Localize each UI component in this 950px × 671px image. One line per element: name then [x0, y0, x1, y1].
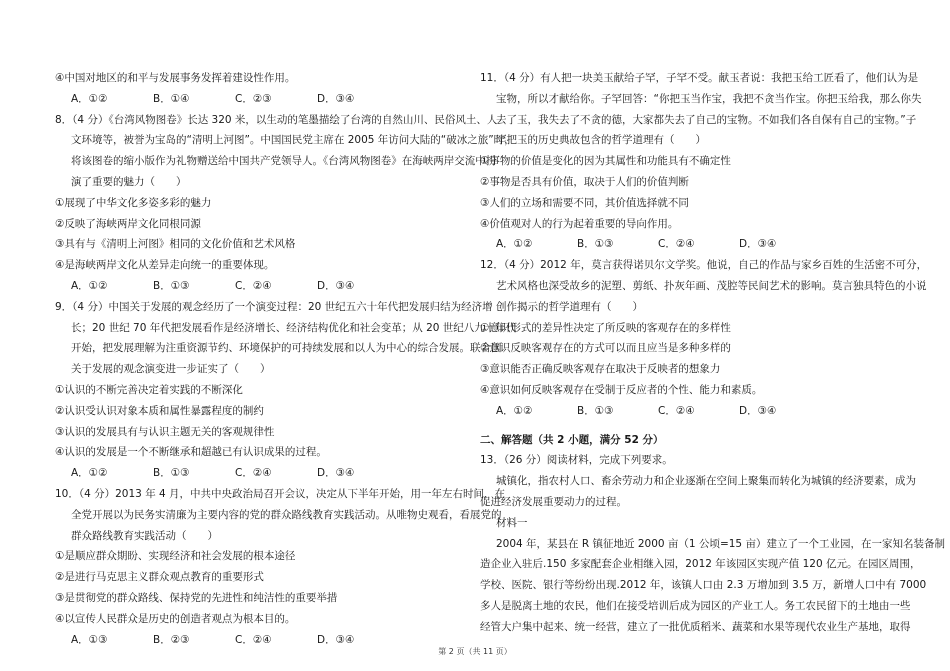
text-line: ②意识反映客观存在的方式可以而且应当是多种多样的 — [480, 342, 731, 355]
answer-option: A．①② — [71, 92, 108, 105]
answer-option: B．①③ — [153, 279, 190, 292]
text-line: 将该图卷的缩小版作为礼物赠送给中国共产党领导人。《台湾风物图卷》在海峡两岸交流中扮 — [71, 155, 497, 168]
text-line: ②事物是否具有价值，取决于人们的价值判断 — [480, 175, 689, 188]
text-line: ①展现了中华文化多姿多彩的魅力 — [55, 196, 212, 209]
text-line: ④中国对地区的和平与发展事务发挥着建设性作用。 — [55, 72, 296, 84]
text-line: 城镇化，指农村人口、畜余劳动力和企业逐渐在空间上聚集而转化为城镇的经济要素，成为 — [496, 475, 916, 488]
answer-option: A．①③ — [71, 633, 108, 646]
answer-option: B．①③ — [577, 404, 614, 417]
text-line: ②反映了海峡两岸文化同根同源 — [55, 217, 201, 230]
text-line: 罕把玉的历史典故包含的哲学道理有（ ） — [496, 134, 706, 147]
text-line: ③是贯彻党的群众路线、保持党的先进性和纯洁性的重要举措 — [55, 591, 338, 604]
text-line: ②认识受认识对象本质和属性暴露程度的制约 — [55, 404, 264, 417]
answer-option: B．②③ — [153, 633, 190, 646]
answer-choices — [480, 234, 882, 255]
text-line: 创作揭示的哲学道理有（ ） — [496, 300, 643, 313]
text-line: 宝物，所以才献给你。子罕回答：“你把玉当作宝，我把不贪当作宝。你把玉给我，那么你失 — [496, 92, 922, 105]
answer-option: D．③④ — [739, 238, 777, 251]
text-line: 学校、医院、银行等纷纷出现.2012 年，该镇人口由 2.3 万增加到 3.5 万，新增人口中有 7000 — [480, 579, 927, 592]
text-line: 造企业入驻后.150 多家配套企业相继入园，2012 年该园区实现产值 120 亿元。在园区周围， — [480, 558, 921, 571]
text-line: 13．（26 分）阅读材料，完成下列要求。 — [480, 454, 673, 467]
right-column — [480, 68, 945, 638]
text-line: 文环境等，被誉为宝岛的“清明上河图”。中国国民党主席在 2005 年访问大陆的“破冰之旅”时， — [71, 134, 515, 147]
text-line: 开始，把发展理解为注重资源节约、环境保护的可持续发展和以人为中心的综合发展。联合国 — [71, 342, 502, 355]
answer-option: B．①③ — [577, 238, 614, 251]
answer-option: D．③④ — [317, 92, 355, 105]
answer-option: A．①② — [71, 279, 108, 292]
text-line: 2004 年，某县在 R 镇征地近 2000 亩（1 公顷=15 亩）建立了一个工业园，在一家知名装备制 — [496, 537, 945, 550]
answer-option: B．①④ — [153, 92, 190, 105]
answer-choices — [55, 276, 453, 297]
text-line: 长；20 世纪 70 年代把发展看作是经济增长、经济结构优化和社会变革；从 20 世纪八九十年代 — [71, 321, 517, 334]
text-line: ④认识的发展是一个不断继承和超越已有认识成果的过程。 — [55, 446, 327, 459]
answer-choices — [55, 463, 453, 484]
text-line: 艺术风格也深受故乡的泥塑、剪纸、扑灰年画、茂腔等民间艺术的影响。莫言独具特色的小说 — [496, 279, 927, 292]
answer-option: A．①② — [496, 238, 533, 251]
text-line: ③具有与《清明上河图》相同的文化价值和艺术风格 — [55, 238, 296, 251]
answer-option: D．③④ — [739, 404, 777, 417]
text-line: 群众路线教育实践活动（ ） — [71, 529, 218, 542]
text-line: ④以宣传人民群众是历史的创造者观点为根本目的。 — [55, 612, 296, 625]
text-line: ④意识如何反映客观存在受制于反应者的个性、能力和素质。 — [480, 383, 763, 396]
answer-option: B．①③ — [153, 467, 190, 480]
answer-option: A．①② — [71, 467, 108, 480]
text-line: 11．（4 分）有人把一块美玉献给子罕，子罕不受。献玉者说：我把玉给工匠看了，他们认为是 — [480, 72, 919, 84]
answer-option: C．②④ — [235, 467, 272, 480]
text-line: ③认识的发展具有与认识主题无关的客观规律性 — [55, 425, 275, 438]
answer-option: D．③④ — [317, 633, 355, 646]
text-line: 12．（4 分）2012 年，莫言获得诺贝尔文学奖。他说，自己的作品与家乡百姓的生活密不可分， — [480, 259, 928, 272]
text-line: ①事物的价值是变化的因为其属性和功能具有不确定性 — [480, 155, 731, 168]
answer-option: C．②④ — [658, 238, 695, 251]
text-line: ②是进行马克思主义群众观点教育的重要形式 — [55, 571, 264, 584]
text-line: 经管大户集中起来、统一经营，建立了一批优质稻米、蔬菜和水果等现代农业生产基地，取得 — [480, 620, 911, 633]
answer-choices — [480, 401, 882, 422]
text-line: 关于发展的观念演变进一步证实了（ ） — [71, 363, 271, 376]
text-line: 材料一 — [496, 516, 528, 529]
text-line: 演了重要的魅力（ ） — [71, 175, 187, 188]
text-line: ③意识能否正确反映客观存在取决于反映者的想象力 — [480, 363, 721, 376]
text-line: 促进经济发展重要动力的过程。 — [480, 495, 627, 508]
text-line: ③人们的立场和需要不同，其价值选择就不同 — [480, 196, 689, 209]
page-footer: 第 2 页（共 11 页） — [438, 647, 512, 656]
spacer — [480, 422, 882, 430]
answer-option: C．②④ — [235, 279, 272, 292]
answer-option: C．②③ — [235, 92, 272, 105]
answer-option: C．②④ — [235, 633, 272, 646]
text-line: 9．（4 分）中国关于发展的观念经历了一个演变过程：20 世纪五六十年代把发展归结为经济增 — [55, 300, 493, 313]
text-line: ①认识的不断完善决定着实践的不断深化 — [55, 383, 243, 396]
answer-option: C．②④ — [658, 404, 695, 417]
text-line: ①意识形式的差异性决定了所反映的客观存在的多样性 — [480, 321, 731, 334]
answer-option: A．①② — [496, 404, 533, 417]
answer-option: D．③④ — [317, 279, 355, 292]
text-line: 去了玉，我失去了不贪的德，大家都失去了自己的宝物。不如我们各自保有自己的宝物。”子 — [496, 113, 917, 126]
answer-choices — [55, 89, 453, 110]
text-line: 多人是脱离土地的农民，他们在接受培训后成为园区的产业工人。务工农民留下的土地由一些 — [480, 599, 911, 612]
text-line: 10．（4 分）2013 年 4 月，中共中央政治局召开会议，决定从下半年开始，用一年左右时间，在 — [55, 487, 506, 500]
text-line: ①是顺应群众期盼、实现经济和社会发展的根本途径 — [55, 550, 296, 563]
text-line: 全党开展以为民务实清廉为主要内容的党的群众路线教育实践活动。从唯物史观看，看展党的 — [71, 508, 502, 521]
answer-option: D．③④ — [317, 467, 355, 480]
section-heading: 二、解答题（共 2 小题，满分 52 分） — [480, 433, 664, 446]
text-line: 8．（4 分）《台湾风物图卷》长达 320 米，以生动的笔墨描绘了台湾的自然山川、民俗风土、人 — [55, 113, 498, 126]
text-line: ④价值观对人的行为起着重要的导向作用。 — [480, 217, 679, 230]
text-line: ④是海峡两岸文化从差异走向统一的重要体现。 — [55, 259, 275, 272]
